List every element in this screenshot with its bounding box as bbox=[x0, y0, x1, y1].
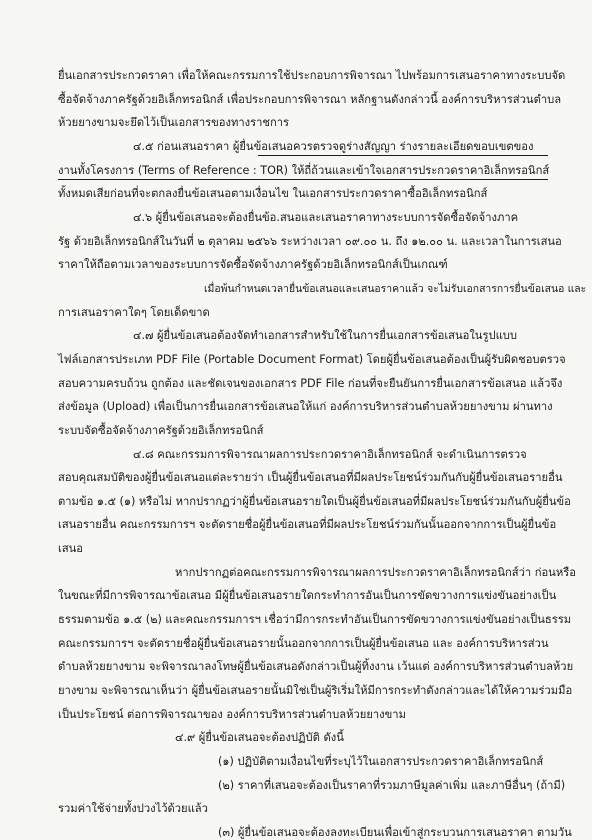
sub-item-line: (๓) ผู้ยื่นข้อเสนอจะต้องลงทะเบียนเพื่อเข้าสู่กระบวนการเสนอราคา ตามวัน bbox=[218, 826, 572, 839]
paragraph-line: การเสนอราคาใดๆ โดยเด็ดขาด bbox=[58, 306, 210, 319]
paragraph-line: ราคาให้ถือตามเวลาของระบบการจัดซื้อจัดจ้างภาครัฐด้วยอิเล็กทรอนิกส์เป็นเกณฑ์ bbox=[58, 258, 448, 271]
paragraph-line: ยางขาม จะพิจารณาเห็นว่า ผู้ยื่นข้อเสนอรายนั้นมิใช่เป็นผู้ริเริ่มให้มีการกระทำดังกล่าวและได้ให้ความร่วมมือ bbox=[58, 684, 573, 697]
paragraph-line: ส่งข้อมูล (Upload) เพื่อเป็นการยื่นเอกสารข้อเสนอให้แก่ องค์การบริหารส่วนตำบลห้วยยางขาม ผ่านทาง bbox=[58, 400, 553, 413]
paragraph-line: เสนอรายอื่น คณะกรรมการฯ จะตัดรายชื่อผู้ยื่นข้อเสนอที่มีผลประโยชน์ร่วมกันนั้นออกจากการเป็นผู้ยื่นข้อ bbox=[58, 518, 557, 531]
paragraph-line: ไฟล์เอกสารประเภท PDF File (Portable Document Format) โดยผู้ยื่นข้อเสนอต้องเป็นผู้รับผิดชอบตรวจ bbox=[58, 353, 566, 366]
paragraph-line: รัฐ ด้วยอิเล็กทรอนิกส์ในวันที่ ๒ ตุลาคม ๒๕๖๖ ระหว่างเวลา ๐๙.๐๐ น. ถึง ๑๒.๐๐ น. และเวลาในการเสนอ bbox=[58, 235, 562, 248]
clause-4-7-heading: ๔.๗ ผู้ยื่นข้อเสนอต้องจัดทำเอกสารสำหรับใช้ในการยื่นเอกสารข้อเสนอในรูปแบบ bbox=[133, 329, 517, 342]
paragraph-line: ระบบจัดซื้อจัดจ้างภาครัฐด้วยอิเล็กทรอนิกส์ bbox=[58, 424, 264, 437]
clause-4-8-heading: ๔.๘ คณะกรรมการพิจารณาผลการประกวดราคาอิเล็กทรอนิกส์ จะดำเนินการตรวจ bbox=[133, 448, 527, 461]
clause-4-9-heading: ๔.๙ ผู้ยื่นข้อเสนอจะต้องปฏิบัติ ดังนี้ bbox=[175, 731, 344, 744]
paragraph-line: ตามข้อ ๑.๕ (๑) หรือไม่ หากปรากฏว่าผู้ยื่นข้อเสนอรายใดเป็นผู้ยื่นข้อเสนอที่มีผลประโยชน์ร่วมกันกับผู้ยื่นข้อ bbox=[58, 495, 571, 508]
paragraph-line: ตำบลห้วยยางขาม จะพิจารณาลงโทษผู้ยื่นข้อเสนอดังกล่าวเป็นผู้ทิ้งงาน เว้นแต่ องค์การบริหารส่วนตำบลห้วย bbox=[58, 660, 574, 673]
paragraph-line: งานทั้งโครงการ (Terms of Reference : TOR) ให้ถี่ถ้วนและเข้าใจเอกสารประกวดราคาอิเล็กทรอนิกส์ bbox=[58, 164, 550, 177]
paragraph-line: ธรรมตามข้อ ๑.๕ (๒) และคณะกรรมการฯ เชื่อว่ามีการกระทำอันเป็นการขัดขวางการแข่งขันอย่างเป็นธรรม bbox=[58, 613, 572, 626]
paragraph-line: สอบคุณสมบัติของผู้ยื่นข้อเสนอแต่ละรายว่า เป็นผู้ยื่นข้อเสนอที่มีผลประโยชน์ร่วมกันกับผู้ยื่นข้อเสนอรายอื่น bbox=[58, 471, 563, 484]
sub-item-line: (๒) ราคาที่เสนอจะต้องเป็นราคาที่รวมภาษีมูลค่าเพิ่ม และภาษีอื่นๆ (ถ้ามี) bbox=[218, 779, 566, 792]
clause-4-5-heading: ๔.๕ ก่อนเสนอราคา ผู้ยื่นข้อเสนอควรตรวจดูร่างสัญญา ร่างรายละเอียดขอบเขตของ bbox=[133, 140, 534, 153]
paragraph-line: หากปรากฏต่อคณะกรรมการพิจารณาผลการประกวดราคาอิเล็กทรอนิกส์ว่า ก่อนหรือ bbox=[175, 566, 576, 579]
paragraph-line: ยื่นเอกสารประกวดราคา เพื่อให้คณะกรรมการใช้ประกอบการพิจารณา ไปพร้อมการเสนอราคาทางระบบจัด bbox=[58, 69, 566, 82]
paragraph-line: ทั้งหมดเสียก่อนที่จะตกลงยื่นข้อเสนอตามเงื่อนไข ในเอกสารประกวดราคาซื้ออิเล็กทรอนิกส์ bbox=[58, 187, 488, 200]
underline-mark bbox=[58, 179, 548, 180]
paragraph-line: คณะกรรมการฯ จะตัดรายชื่อผู้ยื่นข้อเสนอรายนั้นออกจากการเป็นผู้ยื่นข้อเสนอ และ องค์การบริหารส่วน bbox=[58, 637, 549, 650]
paragraph-line: เป็นประโยชน์ ต่อการพิจารณาของ องค์การบริหารส่วนตำบลห้วยยางขาม bbox=[58, 708, 406, 721]
paragraph-line: สอบความครบถ้วน ถูกต้อง และชัดเจนของเอกสาร PDF File ก่อนที่จะยืนยันการยื่นเอกสารข้อเสนอ แล้วจึง bbox=[58, 377, 563, 390]
paragraph-line: ห้วยยางขามจะยึดไว้เป็นเอกสารของทางราชการ bbox=[58, 116, 290, 129]
sub-item-line: (๑) ปฏิบัติตามเงื่อนไขที่ระบุไว้ในเอกสารประกวดราคาอิเล็กทรอนิกส์ bbox=[218, 755, 544, 768]
clause-4-6-heading: ๔.๖ ผู้ยื่นข้อเสนอจะต้องยื่นข้อ.สนอและเสนอราคาทางระบบการจัดซื้อจัดจ้างภาค bbox=[133, 211, 519, 224]
paragraph-line: ในขณะที่มีการพิจารณาข้อเสนอ มีผู้ยื่นข้อเสนอรายใดกระทำการอันเป็นการขัดขวางการแข่งขันอย่างเป็น bbox=[58, 589, 557, 602]
paragraph-line: รวมค่าใช้จ่ายทั้งปวงไว้ด้วยแล้ว bbox=[58, 802, 208, 815]
paragraph-line: เสนอ bbox=[58, 542, 84, 555]
paragraph-line: เมื่อพ้นกำหนดเวลายื่นข้อเสนอและเสนอราคาแล้ว จะไม่รับเอกสารการยื่นข้อเสนอ และ bbox=[204, 283, 587, 295]
paragraph-line: ซื้อจัดจ้างภาครัฐด้วยอิเล็กทรอนิกส์ เพื่อประกอบการพิจารณา หลักฐานดังกล่าวนี้ องค์การบริหารส่วนตำบล bbox=[58, 93, 562, 106]
underline-mark bbox=[258, 155, 548, 156]
